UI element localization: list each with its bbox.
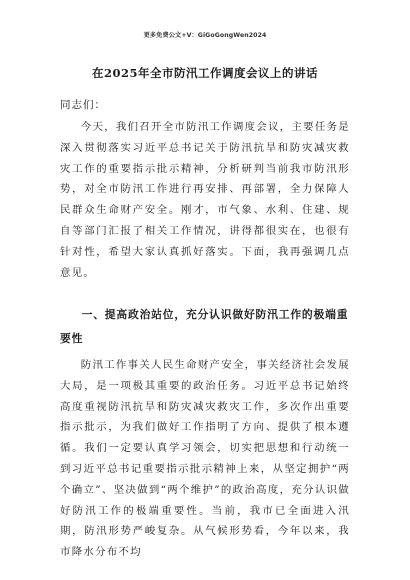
document-title: 在2025年全市防汛工作调度会议上的讲话 xyxy=(91,66,318,80)
header-note: 更多免费公文+V：GiGoGongWen2024 xyxy=(143,32,267,39)
paragraph-section-1: 防汛工作事关人民生命财产安全，事关经济社会发展大局，是一项极其重要的政治任务。习近平总书记始终高度重视防汛抗旱和防灾减灾救灾工作，多次作出重要指示批示，为我们做好工作指明了方向、提供了根本遵循。我们一定要认真学习领会，切实把思想和行动统一到习近平总书记重要指示批示精神上来，从坚定拥护“两个确立”、坚决做到“两个维护”的政治高度，充分认识做好防汛工作的极端重要性。当前，我市已全面进入汛期，防汛形势严峻复杂。从气候形势看，今年以来，我市降水分布不均 xyxy=(60,359,350,559)
section-heading-1: 一、提高政治站位，充分认识做好防汛工作的极端重要性 xyxy=(60,308,349,345)
salutation: 同志们： xyxy=(60,99,106,111)
paragraph-opening: 今天，我们召开全市防汛工作调度会议，主要任务是深入贯彻落实习近平总书记关于防汛抗旱和防灾减灾救灾工作的重要指示批示精神，分析研判当前我市防汛形势，对全市防汛工作进行再安排、再部署，全力保障人民群众生命财产安全。刚才，市气象、水利、住建、规自等部门汇报了相关工作情况，讲得都很实在，也很有针对性，希望大家认真抓好落实。下面，我再强调几点意见。 xyxy=(60,121,350,279)
